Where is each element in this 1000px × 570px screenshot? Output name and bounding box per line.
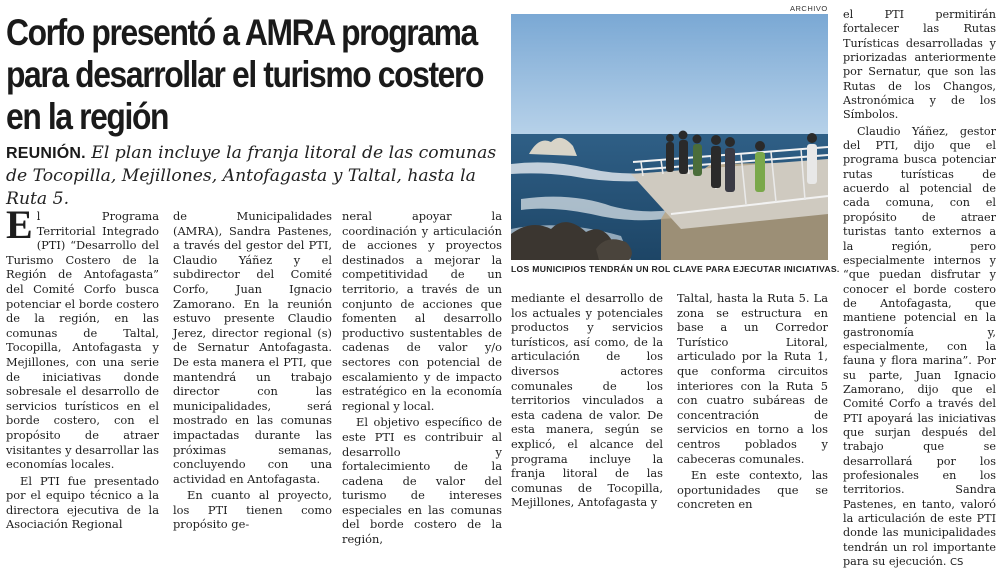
- news-photo: [511, 14, 828, 260]
- paragraph: En cuanto al proyecto, los PTI tienen como propósito ge-: [173, 488, 332, 532]
- lead: [6, 142, 504, 211]
- paragraph: Taltal, hasta la Ruta 5. La zona se estructura en base a un Corredor Turístico Litoral, articulado por la Ruta 1, que conforma circuitos interiores con la Ruta 5 con cuatro subáreas de concentración de servicios en torno a los centros poblados y cabeceras comunales.: [677, 291, 828, 466]
- paragraph-text: l Programa Territorial Integrado (PTI) “Desarrollo del Turismo Costero de la Región de Antofagasta” del Comité Corfo busca potenciar el borde costero de la región, en las comunas de Taltal, Tocopilla, Antofagasta y Mejillones, con una serie de iniciativas donde sobresale el desarrollo de servicios turísticos en el borde costero, con el propósito de atraer visitantes y desarrollar las economías locales.: [6, 209, 159, 472]
- paragraph: El objetivo específico de este PTI es contribuir al desarrollo y fortalecimiento de la cadena de valor del turismo de intereses especiales en las comunas del borde costero de la región,: [342, 415, 502, 547]
- paragraph: de Municipalidades (AMRA), Sandra Pastenes, a través del gestor del PTI, Claudio Yáñez y el subdirector del Comité Corfo, Juan Ignacio Zamorano. En la reunión estuvo presente Claudio Jerez, director regional (s) de Sernatur Antofagasta. De esta manera el PTI, que mantendrá un trabajo director con las municipalidades, será mostrado en las comunas impactadas durante las próximas semanas, concluyendo con una actividad en Antofagasta.: [173, 209, 332, 486]
- coastal-viewpoint-illustration: [511, 14, 828, 260]
- paragraph: mediante el desarrollo de los actuales y potenciales productos y servicios turísticos, así como, de la articulación de los diversos actores comunales de los territorios vinculados a esta cadena de valor. De esta manera, según se explicó, el alcance del programa incluye la franja litoral de las comunas de Tocopilla, Mejillones, Antofagasta y: [511, 291, 663, 510]
- end-mark: CS: [950, 557, 964, 569]
- paragraph-text: Claudio Yáñez, gestor del PTI, dijo que el programa busca potenciar rutas turísticas de acuerdo al potencial de cada comuna, con el propósito de atraer turistas tanto externos a la región, pero especialmente internos y “que puedan disfrutar y conocer el borde costero de Antofagasta, que mantiene potencial en la gastronomía y, especialmente, con la fauna y flora marina”. Por su parte, Juan Ignacio Zamorano, dijo que el Comité Corfo a través del PTI apoyará las iniciativas que surjan después del trabajo que se desarrollará por los profesionales en los territorios. Sandra Pastenes, en tanto, valoró la articulación de este PTI donde las municipalidades tendrán un rol importante para su ejecución.: [843, 124, 996, 569]
- article-column-1: [6, 202, 159, 532]
- paragraph: el PTI permitirán fortalecer las Rutas Turísticas desarrolladas y priorizadas anteriormente por Sernatur, que son las Rutas de los Changos, Astronómica y de los Símbolos.: [843, 8, 996, 122]
- drop-cap: E: [6, 202, 33, 247]
- paragraph: [6, 202, 159, 472]
- paragraph: El PTI fue presentado por el equipo técnico a la directora ejecutiva de la Asociación Regional: [6, 473, 159, 532]
- lead-kicker: REUNIÓN.: [6, 145, 86, 162]
- paragraph: En este contexto, las oportunidades que se concreten en: [677, 468, 828, 512]
- paragraph: [843, 125, 996, 570]
- photo-credit: ARCHIVO: [790, 4, 828, 13]
- headline: Corfo presentó a AMRA programa para desarrollar el turismo costero en la región: [6, 12, 484, 137]
- article-column-3: [342, 209, 502, 547]
- lead-dek: El plan incluye la franja litoral de las comunas de Tocopilla, Mejillones, Antofagasta y Taltal, hasta la Ruta 5.: [6, 143, 497, 209]
- paragraph: neral apoyar la coordinación y articulación de acciones y proyectos destinados a mejorar la competitividad de un territorio, a través de un conjunto de acciones que fomenten al desarrollo productivo sustentables de cadenas de valor y/o sectores con potencial de escalamiento y de impacto estratégico en la economía regional y local.: [342, 209, 502, 413]
- article-column-2: [173, 209, 332, 532]
- article-column-6: [843, 8, 996, 570]
- photo-caption: LOS MUNICIPIOS TENDRÁN UN ROL CLAVE PARA EJECUTAR INICIATIVAS.: [511, 264, 840, 274]
- article-column-5: [677, 291, 828, 512]
- article-column-4: [511, 291, 663, 510]
